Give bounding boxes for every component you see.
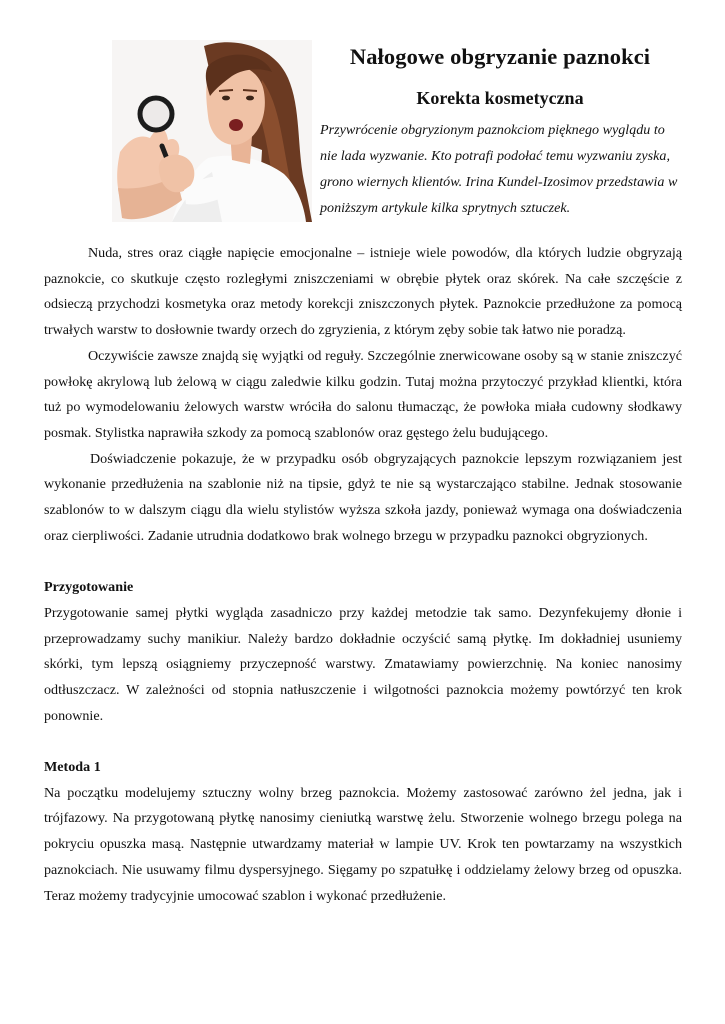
intro-paragraph-2: Oczywiście zawsze znajdą się wyjątki od reguły. Szczególnie znerwicowane osoby są w stanie zniszczyć powłokę akrylową lub żelową w ciągu zaledwie kilku godzin. Tutaj można przytoczyć przykład klientki, która tuż po wymodelowaniu żelowych warstw wróciła do salonu tłumacząc, że powłoka miała cudowny słodkawy posmak. Stylistka naprawiła szkody za pomocą szablonów oraz gęstego żelu budującego. bbox=[44, 347, 682, 441]
section-text-preparation: Przygotowanie samej płytki wygląda zasadniczo przy każdej metodzie tak samo. Dezynfekujemy dłonie i przeprowadzamy suchy manikiur. Należy bardzo dokładnie oczyścić samą płytkę. Im dokładniej usuniemy skórki, tym lepszą osiągniemy przyczepność warstwy. Zmatawiamy powierzchnię. Na koniec nanosimy odtłuszczacz. W zależności od stopnia natłuszczenie i wilgotności paznokcia możemy powtórzyć ten krok ponownie. bbox=[44, 604, 682, 724]
intro-paragraph-1: Nuda, stres oraz ciągłe napięcie emocjonalne – istnieje wiele powodów, dla których ludzie obgryzają paznokcie, co skutkuje często rozległymi zniszczeniami w obrębie płytek oraz skórek. Na całe szczęście z odsieczą przychodzi kosmetyka oraz metody korekcji zniszczonych płytek. Paznokcie przedłużone za pomocą trwałych warstw to dosłownie twardy orzech do zgryzienia, z którym zęby sobie tak łatwo nie poradzą. bbox=[44, 245, 682, 339]
article-lead: Przywrócenie obgryzionym paznokciom pięknego wyglądu to nie lada wyzwanie. Kto potrafi podołać temu wyzwaniu zyska, grono wiernych klientów. Irina Kundel-Izosimov przedstawia w poniższym artykule kilka sprytnych sztuczek. bbox=[320, 122, 678, 216]
woman-with-magnifier-photo bbox=[112, 40, 312, 222]
section-heading-preparation: Przygotowanie bbox=[44, 579, 134, 596]
section-spacer bbox=[44, 549, 682, 575]
article-subtitle: Korekta kosmetyczna bbox=[416, 88, 584, 108]
article-body bbox=[44, 241, 682, 909]
article-title: Nałogowe obgryzanie paznokci bbox=[349, 44, 651, 69]
intro-paragraph-3: Doświadczenie pokazuje, że w przypadku osób obgryzających paznokcie lepszym rozwiązaniem jest wykonanie przedłużenia na szablonie niż na tipsie, gdyż te nie są wystarczająco stabilne. Jednak stosowanie szablonów to w dalszym ciągu dla wielu stylistów wyższa szkoła jazdy, ponieważ wymaga ona doświadczenia oraz cierpliwości. Zadanie utrudnia dodatkowo brak wolnego brzegu w przypadku paznokci obgryzionych. bbox=[44, 450, 682, 544]
section-spacer bbox=[44, 729, 682, 755]
section-heading-method-1: Metoda 1 bbox=[44, 759, 101, 776]
section-text-method-1: Na początku modelujemy sztuczny wolny brzeg paznokcia. Możemy zastosować zarówno żel jedna, jak i trójfazowy. Na przygotowaną płytkę nanosimy cieniutką warstwę żelu. Stworzenie wolnego brzegu polega na pokryciu opuszka masą. Następnie utwardzamy materiał w lampie UV. Krok ten powtarzamy na wszystkich paznokciach. Nie usuwamy filmu dyspersyjnego. Sięgamy po szpatułkę i oddzielamy żelowy brzeg od opuszka. Teraz możemy tradycyjnie umocować szablon i wykonać przedłużenie. bbox=[44, 784, 682, 904]
